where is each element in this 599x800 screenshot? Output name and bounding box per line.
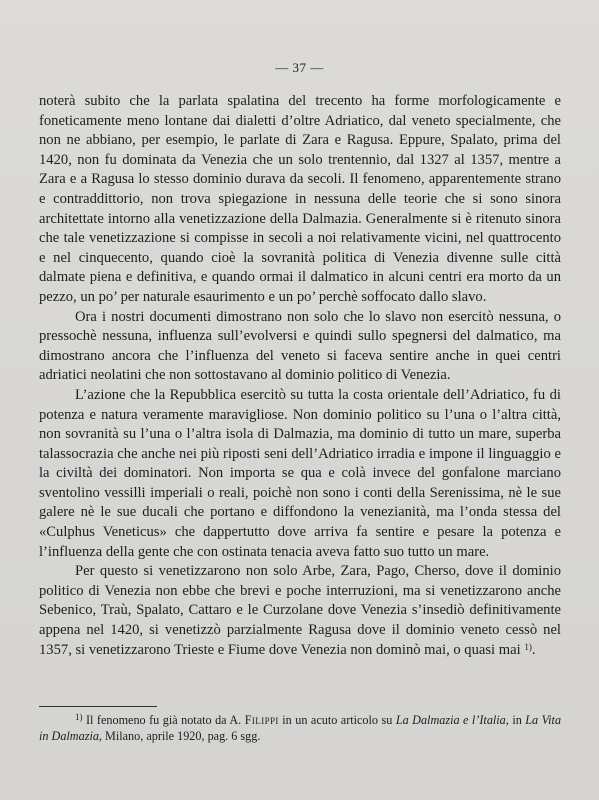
page-number: — 37 — — [275, 60, 324, 75]
footnote-title-1: La Dalmazia e l’Italia, — [395, 713, 509, 727]
footnote-ref-number: 1 — [524, 641, 529, 652]
footnote-title-2: La Vita in Dalmazia, — [39, 713, 562, 743]
footnote-reference: 1) — [524, 641, 532, 652]
paragraph-4-text: Per questo si venetizzarono non solo Arbe, Zara, Pago, Cherso, dove il dominio politico di Venezia non ebbe che brevi e poche interruzioni, ma si venetizzarono anche Sebenico, Traù, Spalato, Cattaro e le Curzolane dove Venezia s’insediò definitivamente appena nel 1420, si venetizzò parzialmente Ragusa dove il dominio veneto cessò nel 1357, si venetizzarono Trieste e Fiume dove Venezia non dominò mai, o quasi mai — [39, 563, 561, 658]
footnote-text-mid: in un acuto articolo su — [282, 713, 393, 727]
footnote — [39, 712, 561, 744]
footnote-text-before: Il fenomeno fu già notato da A. — [85, 713, 242, 727]
paragraph-2: Ora i nostri documenti dimostrano non solo che lo slavo non esercitò nessuna, o pressochè nessuna, influenza sull’evolversi e quindi sullo spegnersi del dalmatico, ma dimostrano ancora che l’influenza del veneto si faceva sentire anche in quei centri adriatici neolatini che non sottostavano al dominio politico di Venezia. — [39, 308, 561, 384]
footnote-text-after: Milano, aprile 1920, pag. 6 sgg. — [105, 729, 261, 743]
paragraph-3: L’azione che la Repubblica esercitò su tutta la costa orientale dell’Adriatico, fu di potenza e natura veramente maravigliose. Non dominio politico su l’una o l’altra città, non sovranità su l’una o l’altra isola di Dalmazia, ma dominio di tutto un mare, superba talassocrazia che anche nei più riposti seni dell’Adriatico irradia e impone il linguaggio e la civiltà dei dominatori. Non importa se qua e colà invece del gonfalone marciano sventolino vessilli imperiali o reali, poichè non sono i conti della Serenissima, nè le sue galere nè le sue ducali che portano e diffondono la venezianità, ma l’onda stessa del «Culphus Veneticus» che dappertutto dove arriva fa sentire e pesare la potenza e l’influenza della gente che con ostinata tenacia aveva fatto suo tutto un mare. — [39, 386, 561, 560]
body-text — [39, 92, 561, 660]
footnote-divider — [39, 706, 157, 707]
footnote-marker-number: 1 — [75, 712, 80, 722]
footnote-marker: 1) — [75, 712, 83, 722]
footnote-text-in: in — [512, 713, 522, 727]
footnote-author: Filippi — [244, 713, 279, 727]
paragraph-4: Per questo si venetizzarono non solo Arbe, Zara, Pago, Cherso, dove il dominio politico di Venezia non ebbe che brevi e poche interruzioni, ma si venetizzarono anche Sebenico, Traù, Spalato, Cattaro e le Curzolane dove Venezia s’insediò definitivamente appena nel 1420, si venetizzò parzialmente Ragusa dove il dominio veneto cessò nel 1357, si venetizzarono Trieste e Fiume dove Venezia non dominò mai, o quasi mai $^{1)}$. — [39, 563, 561, 658]
paragraph-1: noterà subito che la parlata spalatina del trecento ha forme morfologicamente e foneticamente meno lontane dai dialetti d’oltre Adriatico, dal veneto specialmente, che non ne abbiano, per esempio, le parlate di Zara e Ragusa. Eppure, Spalato, prima del 1420, non fu dominata da Venezia che un solo trentennio, dal 1327 al 1357, mentre a Zara e a Ragusa lo stesso dominio durava da secoli. Il fenomeno, apparentemente strano e contraddittorio, non trova spiegazione in nessuna delle teorie che si sono sinora architettate intorno alla venetizzazione della Dalmazia. Generalmente si è ritenuto sinora che tale venetizzazione si compisse in secoli a noi relativamente vicini, nel quattrocento e nel cinquecento, quando cioè la sovranità politica di Venezia divenne sulle città dalmate piena e definitiva, e quando ormai il dalmatico in alcuni centri era morto da un pezzo, un po’ per naturale esaurimento e un po’ perchè soffocato dallo slavo. — [39, 93, 561, 305]
